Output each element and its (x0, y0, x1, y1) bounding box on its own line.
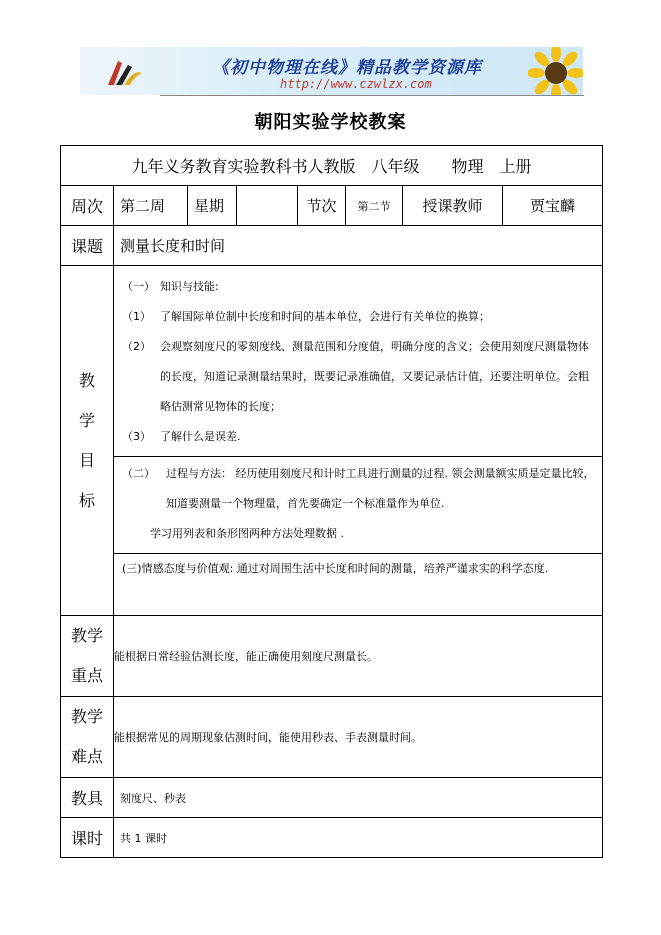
weekday-value (237, 186, 298, 226)
textbook-info: 九年义务教育实验教科书人教版 八年级 物理 上册 (61, 146, 603, 186)
key-points-label (61, 616, 114, 697)
objectives-label-char: 目 (78, 450, 95, 470)
hours-text: 共 1 课时 (114, 818, 603, 858)
difficulties-text: 能根据常见的周期现象估测时间，能使用秒表、手表测量时间。 (114, 697, 603, 778)
weekday-label: 星期 (188, 186, 237, 226)
difficulties-label (61, 697, 114, 778)
difficulties-row (61, 697, 603, 778)
topic-label: 课题 (61, 226, 114, 266)
key-points-row (61, 616, 603, 697)
key-points-label-line: 重点 (70, 666, 103, 685)
section-heading: 知识与技能: (160, 280, 219, 293)
item-text: 了解国际单位制中长度和时间的基本单位，会进行有关单位的换算； (160, 310, 490, 323)
section-number: （一） (122, 280, 155, 293)
teacher-value: 贾宝麟 (503, 186, 603, 226)
header-banner (80, 47, 583, 95)
item-number: （3） (122, 430, 151, 443)
logo-icon (104, 55, 144, 89)
lesson-plan-table (60, 145, 603, 858)
topic-value: 测量长度和时间 (114, 226, 603, 266)
sunflower-icon (528, 47, 583, 95)
knowledge-block (114, 266, 602, 456)
knowledge-item (122, 422, 596, 452)
difficulties-label-line: 难点 (70, 747, 103, 766)
objectives-attitude-row (61, 554, 603, 616)
week-value: 第二周 (114, 186, 188, 226)
objectives-label-char: 标 (78, 490, 95, 510)
objectives-label-char: 教 (78, 370, 95, 390)
section-number: （二） (122, 467, 155, 480)
banner-title: 《初中物理在线》精品教学资源库 (212, 58, 482, 78)
banner-divider (160, 95, 584, 96)
banner-url: http://www.czwlzx.com (280, 77, 432, 91)
info-row (61, 186, 603, 226)
tools-text: 刻度尺、秒表 (114, 778, 603, 818)
attitude-cell (114, 554, 603, 616)
item-number: （2） (122, 340, 151, 353)
period-label: 节次 (298, 186, 346, 226)
process-extra: 学习用列表和条形图两种方法处理数据 . (150, 527, 344, 540)
item-number: （1） (122, 310, 151, 323)
knowledge-cell (114, 266, 603, 457)
attitude-text: (三)情感态度与价值观: 通过对周围生活中长度和时间的测量，培养严谨求实的科学态度. (122, 562, 549, 575)
tools-label: 教具 (61, 778, 114, 818)
objectives-label (61, 266, 114, 616)
process-cell (114, 457, 603, 554)
header-row (61, 146, 603, 186)
tools-row (61, 778, 603, 818)
page-title: 朝阳实验学校教案 (254, 112, 407, 133)
item-text: 了解什么是误差. (160, 430, 241, 443)
knowledge-item (122, 302, 596, 332)
hours-row (61, 818, 603, 858)
topic-row (61, 226, 603, 266)
hours-label: 课时 (61, 818, 114, 858)
knowledge-item (122, 332, 596, 422)
key-points-label-line: 教学 (70, 626, 103, 645)
knowledge-heading (122, 272, 596, 302)
teacher-label: 授课教师 (403, 186, 503, 226)
objectives-label-char: 学 (78, 410, 95, 430)
process-block (114, 457, 602, 553)
difficulties-label-line: 教学 (70, 707, 103, 726)
period-value: 第二节 (346, 186, 403, 226)
item-text: 会观察刻度尺的零刻度线、测量范围和分度值，明确分度的含义；会使用刻度尺测量物体的长度，知道记录测量结果时，既要记录准确值，又要记录估计值，还要注明单位。会粗略估测常见物体的长度； (160, 340, 589, 413)
objectives-knowledge-row (61, 266, 603, 457)
process-text: 过程与方法： 经历使用刻度尺和计时工具进行测量的过程. 领会测量额实质是定量比较，知道要测量一个物理量，首先要确定一个标准量作为单位. (166, 467, 595, 510)
objectives-process-row (61, 457, 603, 554)
process-text-line (122, 459, 596, 519)
key-points-text: 能根据日常经验估测长度，能正确使用刻度尺测量长。 (114, 616, 603, 697)
week-label: 周次 (61, 186, 114, 226)
